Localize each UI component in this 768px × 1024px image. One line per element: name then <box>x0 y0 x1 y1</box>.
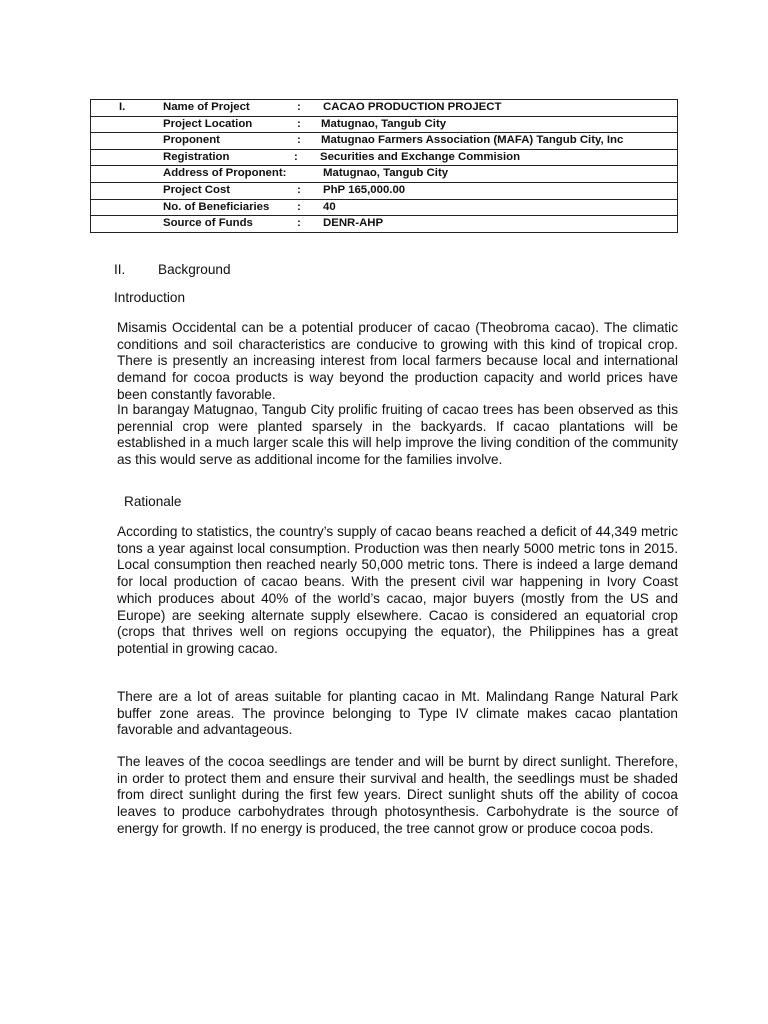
row-label: Proponent <box>163 134 220 147</box>
row-value: Securities and Exchange Commision <box>320 150 521 163</box>
row-colon: : <box>294 150 298 163</box>
project-info-body <box>91 100 678 233</box>
row-value: PhP 165,000.00 <box>323 183 406 196</box>
row-label: Name of Project <box>163 101 250 113</box>
row-label: Registration <box>163 150 230 163</box>
row-colon: : <box>297 134 301 147</box>
section-title: Background <box>158 262 231 277</box>
rationale-heading: Rationale <box>124 494 182 509</box>
section-number: II. <box>114 262 126 277</box>
info-row <box>91 199 678 216</box>
row-label: Source of Funds <box>163 217 253 230</box>
info-cell <box>91 166 678 183</box>
introduction-paragraph-1: Misamis Occidental can be a potential producer of cacao (Theobroma cacao). The climatic conditions and soil characteristics are conducive to growing with this kind of tropical crop. There is presently an increasing interest from local farmers because local and international demand for cocoa products is way beyond the production capacity and world prices have been constantly favorable. <box>117 320 678 402</box>
introduction-paragraph-2: In barangay Matugnao, Tangub City prolific fruiting of cacao trees has been observed as this perennial crop were planted sparsely in the backyards. If cacao plantations will be established in a much larger scale this will help improve the living condition of the community as this would serve as additional income for the families involve. <box>117 402 678 468</box>
row-value: DENR-AHP <box>323 217 384 230</box>
rationale-paragraph-1: According to statistics, the country’s supply of cacao beans reached a deficit of 44,349 metric tons a year against local consumption. Production was then nearly 5000 metric tons in 2015. Local consumption then reached nearly 50,000 metric tons. There is indeed a large demand for local production of cacao beans. With the present civil war happening in Ivory Coast which produces about 40% of the world’s cacao, major buyers (mostly from the US and Europe) are seeking alternate supply elsewhere. Cacao is considered an equatorial crop (crops that thrives well on regions occupying the equator), the Philippines has a great potential in growing cacao. <box>117 524 678 656</box>
rationale-paragraph-3: The leaves of the cocoa seedlings are tender and will be burnt by direct sunlight. Therefore, in order to protect them and ensure their survival and health, the seedlings must be shaded from direct sunlight during the first few years. Direct sunlight shuts off the ability of cocoa leaves to produce carbohydrates through photosynthesis. Carbohydrate is the source of energy for growth. If no energy is produced, the tree cannot grow or produce cocoa pods. <box>117 754 678 836</box>
row-colon: : <box>297 200 301 213</box>
rationale-paragraph-2: There are a lot of areas suitable for planting cacao in Mt. Malindang Range Natural Park buffer zone areas. The province belonging to Type IV climate makes cacao plantation favorable and advantageous. <box>117 689 678 738</box>
info-row <box>91 116 678 133</box>
info-cell <box>91 100 678 117</box>
row-colon: : <box>297 217 301 230</box>
info-cell <box>91 199 678 216</box>
info-row <box>91 182 678 199</box>
info-cell <box>91 216 678 233</box>
section-heading-background <box>114 262 231 277</box>
row-value: Matugnao Farmers Association (MAFA) Tangub City, Inc <box>321 134 624 147</box>
info-row <box>91 149 678 166</box>
row-value: Matugnao, Tangub City <box>321 117 447 130</box>
row-label: Address of Proponent: <box>163 167 287 180</box>
info-row <box>91 100 678 117</box>
row-colon: : <box>297 183 301 196</box>
info-row <box>91 166 678 183</box>
info-cell <box>91 133 678 150</box>
row-label: Project Location <box>163 117 253 130</box>
info-cell <box>91 149 678 166</box>
row-number: I. <box>119 101 126 113</box>
info-row <box>91 133 678 150</box>
info-cell <box>91 182 678 199</box>
info-cell <box>91 116 678 133</box>
row-label: No. of Beneficiaries <box>163 200 270 213</box>
row-value: CACAO PRODUCTION PROJECT <box>323 101 502 113</box>
row-label: Project Cost <box>163 183 231 196</box>
info-row <box>91 216 678 233</box>
row-colon: : <box>297 117 301 130</box>
project-info-table <box>90 99 678 233</box>
introduction-heading: Introduction <box>114 290 186 305</box>
row-value: Matugnao, Tangub City <box>323 167 449 180</box>
row-colon: : <box>297 101 301 113</box>
row-value: 40 <box>323 200 336 213</box>
